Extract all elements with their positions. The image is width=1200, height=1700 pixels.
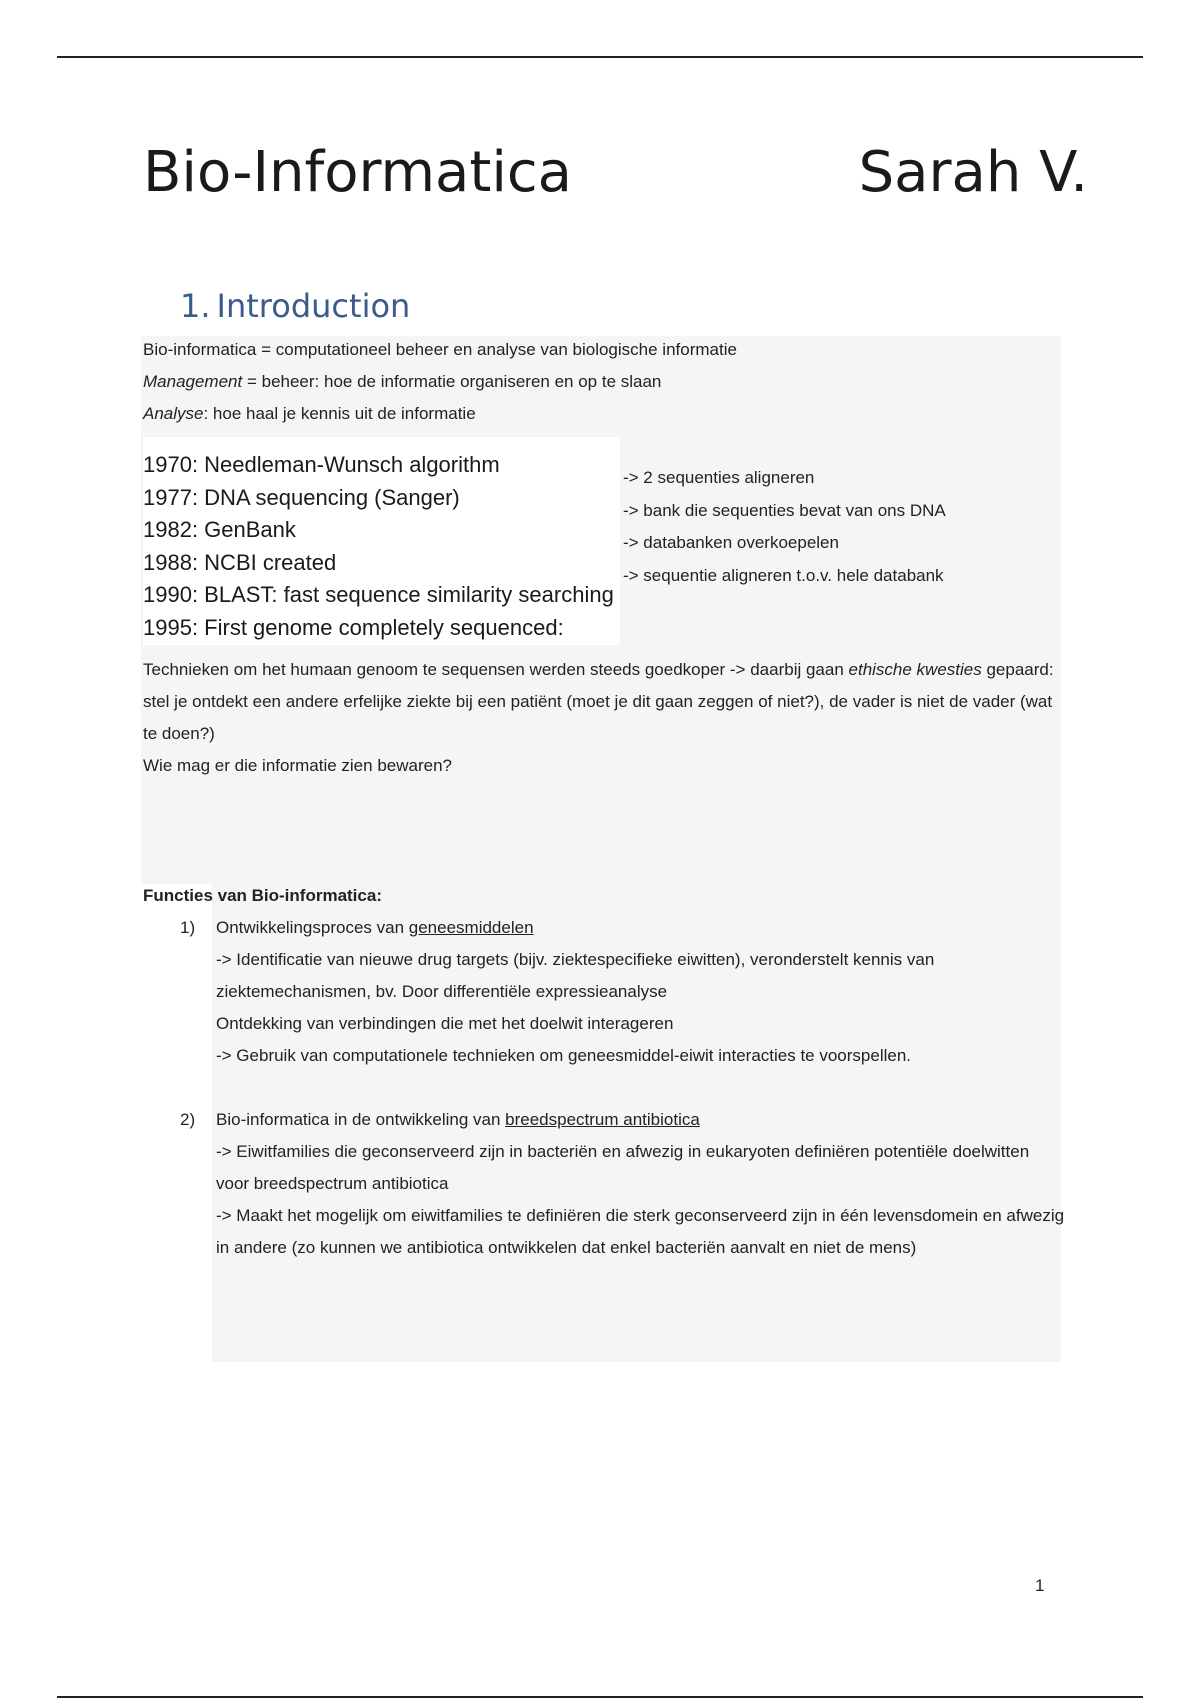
timeline-entry: 1970: Needleman-Wunsch algorithm <box>143 452 500 477</box>
timeline-entry: 1977: DNA sequencing (Sanger) <box>143 484 460 510</box>
document-header <box>143 140 1088 210</box>
timeline-entry: 1988: NCBI created <box>143 549 337 575</box>
timeline-note: -> databanken overkoepelen <box>623 533 839 552</box>
section-heading <box>180 287 410 325</box>
ethics-question: Wie mag er die informatie zien bewaren? <box>143 756 452 775</box>
timeline-note: -> 2 sequenties aligneren <box>623 468 815 487</box>
timeline-entry: 1982: GenBank <box>143 517 296 542</box>
bottom-rule <box>57 1696 1143 1698</box>
functions-heading: Functies van Bio-informatica: <box>143 886 382 905</box>
timeline-image <box>143 437 620 645</box>
top-rule <box>57 56 1143 58</box>
intro-definition: Bio-informatica = computationeel beheer en analyse van biologische informatie <box>143 340 737 359</box>
list-number: 2) <box>180 1110 196 1129</box>
timeline-notes <box>623 462 946 592</box>
underlined-term: geneesmiddelen <box>408 918 534 937</box>
analyse-term: Analyse <box>143 404 204 423</box>
intro-management: Management = beheer: hoe de informatie organiseren en op te slaan <box>143 372 662 391</box>
section-number: 1. <box>180 287 211 325</box>
ethics-paragraph: Technieken om het humaan genoom te sequensen werden steeds goedkoper -> daarbij gaan ethische kwesties gepaard: stel je ontdekt een andere erfelijke ziekte bij een patiënt (moet je dit gaan zeggen of niet?), de vader is niet de vader (wat te doen?) Wie mag er die informatie zien bewaren? <box>143 660 1054 775</box>
list-item-body: Bio-informatica in de ontwikkeling van breedspectrum antibiotica -> Eiwitfamilies die geconserveerd zijn in bacteriën en afwezig in eukaryoten definiëren potentiële doelwitten voor breedspectrum antibiotica -> Maakt het mogelijk om eiwitfamilies te definiëren die sterk geconserveerd zijn in één levensdomein en afwezig in andere (zo kunnen we antibiotica ontwikkelen dat enkel bacteriën aanvalt en niet de mens) <box>216 1110 1065 1257</box>
management-term: Management <box>143 372 243 391</box>
intro-analyse: Analyse: hoe haal je kennis uit de informatie <box>143 404 476 423</box>
timeline-entry: 1990: BLAST: fast sequence similarity searching <box>143 582 614 607</box>
list-number: 1) <box>180 918 196 937</box>
list-item-body: Ontwikkelingsproces van geneesmiddelen -> Identificatie van nieuwe drug targets (bijv. ziektespecifieke eiwitten), veronderstelt kennis van ziektemechanismen, bv. Door differentiële expressieanalyse Ontdekking van verbindingen die met het doelwit interageren -> Gebruik van computationele technieken om geneesmiddel-eiwit interacties te voorspellen. <box>216 918 935 1065</box>
timeline-note: -> bank die sequenties bevat van ons DNA <box>623 500 946 520</box>
page-number: 1 <box>1035 1576 1045 1595</box>
section-title: Introduction <box>216 287 411 325</box>
underlined-term: breedspectrum antibiotica <box>505 1110 700 1129</box>
ethics-emphasis: ethische kwesties <box>848 660 982 679</box>
document-author: Sarah V. <box>858 140 1088 205</box>
timeline-entry: 1995: First genome completely sequenced: <box>143 614 564 640</box>
timeline-note: -> sequentie aligneren t.o.v. hele databank <box>623 565 944 585</box>
document-title: Bio-Informatica <box>143 140 572 205</box>
